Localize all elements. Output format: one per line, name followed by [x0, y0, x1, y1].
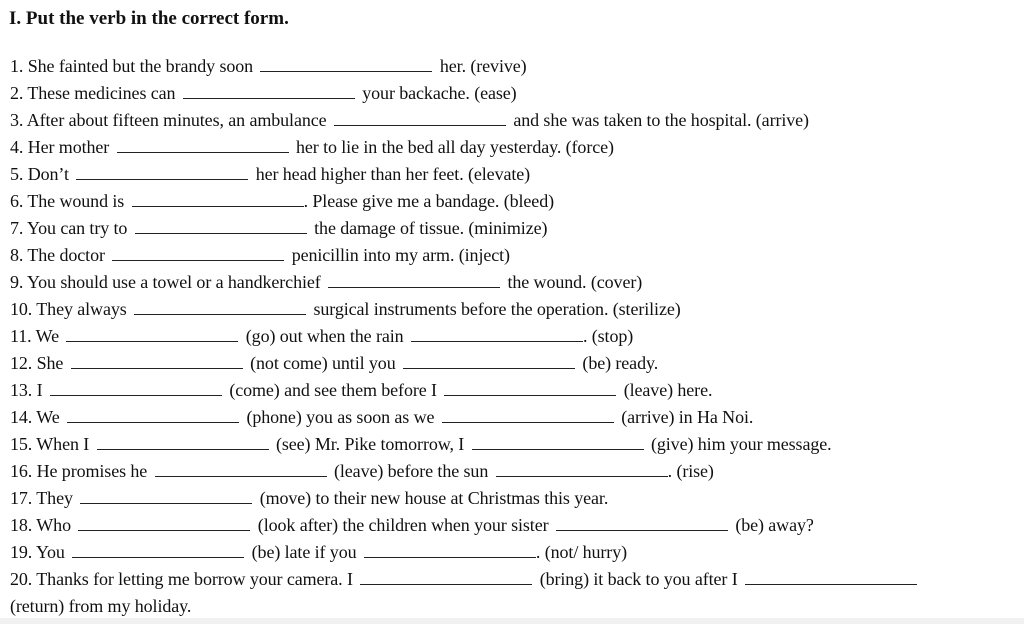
item-number: 17.: [10, 488, 33, 508]
item-text: (not come) until you: [250, 353, 396, 373]
exercise-item-9: [10, 271, 642, 293]
exercise-item-10: [10, 298, 681, 320]
answer-blank[interactable]: [442, 407, 614, 423]
item-number: 13.: [10, 380, 33, 400]
item-number: 5.: [10, 164, 24, 184]
exercise-title: I. Put the verb in the correct form.: [9, 8, 289, 29]
item-text: and she was taken to the hospital. (arrive): [513, 110, 809, 130]
item-text: (be) away?: [735, 515, 814, 535]
exercise-item-14: [10, 406, 753, 428]
item-number: 7.: [10, 218, 24, 238]
exercise-item-20: [10, 568, 920, 590]
answer-blank[interactable]: [328, 272, 500, 288]
item-text: (phone) you as soon as we: [246, 407, 435, 427]
exercise-item-20-continuation: (return) from my holiday.: [10, 596, 192, 616]
answer-blank[interactable]: [444, 380, 616, 396]
item-text: (be) ready.: [582, 353, 659, 373]
answer-blank[interactable]: [360, 569, 532, 585]
item-number: 18.: [10, 515, 33, 535]
item-text: . (not/ hurry): [535, 542, 628, 562]
item-text: Thanks for letting me borrow your camera. I: [36, 569, 353, 589]
item-text: . (rise): [667, 461, 714, 481]
item-text: her to lie in the bed all day yesterday. (force): [296, 137, 614, 157]
item-text: her. (revive): [439, 56, 527, 76]
item-number: 6.: [10, 191, 24, 211]
item-number: 20.: [10, 569, 33, 589]
answer-blank[interactable]: [134, 299, 306, 315]
item-text: . Please give me a bandage. (bleed): [303, 191, 554, 211]
item-text: You can try to: [27, 218, 128, 238]
exercise-item-13: [10, 379, 712, 401]
item-number: 14.: [10, 407, 33, 427]
exercise-item-17: [10, 487, 608, 509]
item-text: (leave) here.: [623, 380, 713, 400]
item-text: You should use a towel or a handkerchief: [27, 272, 321, 292]
exercise-item-11: [10, 325, 633, 347]
item-number: 10.: [10, 299, 33, 319]
item-text: These medicines can: [27, 83, 176, 103]
answer-blank[interactable]: [66, 326, 238, 342]
item-text: The wound is: [27, 191, 125, 211]
item-text: (come) and see them before I: [229, 380, 437, 400]
item-text: her head higher than her feet. (elevate): [255, 164, 531, 184]
answer-blank[interactable]: [97, 434, 269, 450]
answer-blank[interactable]: [496, 461, 668, 477]
answer-blank[interactable]: [411, 326, 583, 342]
answer-blank[interactable]: [132, 191, 304, 207]
answer-blank[interactable]: [80, 488, 252, 504]
item-text: Her mother: [27, 137, 110, 157]
exercise-item-4: [10, 136, 614, 158]
exercise-item-12: [10, 352, 658, 374]
answer-blank[interactable]: [183, 83, 355, 99]
item-text: We: [36, 407, 60, 427]
answer-blank[interactable]: [155, 461, 327, 477]
item-text: After about fifteen minutes, an ambulance: [26, 110, 327, 130]
item-number: 8.: [10, 245, 24, 265]
answer-blank[interactable]: [78, 515, 250, 531]
item-number: 16.: [10, 461, 33, 481]
item-text: The doctor: [27, 245, 105, 265]
item-number: 15.: [10, 434, 33, 454]
item-text: When I: [36, 434, 90, 454]
answer-blank[interactable]: [76, 164, 248, 180]
item-text: (leave) before the sun: [334, 461, 489, 481]
item-text: We: [35, 326, 59, 346]
exercise-item-1: [10, 55, 527, 77]
item-text: Don’t: [27, 164, 69, 184]
item-text: (give) him your message.: [650, 434, 832, 454]
answer-blank[interactable]: [67, 407, 239, 423]
item-text: He promises he: [36, 461, 148, 481]
exercise-item-15: [10, 433, 832, 455]
answer-blank[interactable]: [745, 569, 917, 585]
answer-blank[interactable]: [334, 110, 506, 126]
item-number: 11.: [10, 326, 32, 346]
answer-blank[interactable]: [71, 353, 243, 369]
exercise-item-18: [10, 514, 814, 536]
item-text: . (stop): [582, 326, 634, 346]
item-text: the damage of tissue. (minimize): [314, 218, 548, 238]
item-text: (be) late if you: [251, 542, 357, 562]
item-number: 3.: [10, 110, 24, 130]
exercise-item-3: [10, 109, 809, 131]
item-text: the wound. (cover): [507, 272, 643, 292]
answer-blank[interactable]: [364, 542, 536, 558]
answer-blank[interactable]: [472, 434, 644, 450]
answer-blank[interactable]: [72, 542, 244, 558]
exercise-item-7: [10, 217, 547, 239]
item-text: your backache. (ease): [362, 83, 517, 103]
item-number: 9.: [10, 272, 24, 292]
item-number: 2.: [10, 83, 24, 103]
item-text: (go) out when the rain: [245, 326, 404, 346]
item-text: (arrive) in Ha Noi.: [621, 407, 754, 427]
item-text: penicillin into my arm. (inject): [291, 245, 510, 265]
answer-blank[interactable]: [50, 380, 222, 396]
answer-blank[interactable]: [403, 353, 575, 369]
item-text: surgical instruments before the operation. (sterilize): [313, 299, 681, 319]
answer-blank[interactable]: [260, 56, 432, 72]
exercise-item-8: [10, 244, 510, 266]
item-text: You: [35, 542, 65, 562]
answer-blank[interactable]: [112, 245, 284, 261]
answer-blank[interactable]: [135, 218, 307, 234]
item-text: They: [36, 488, 73, 508]
item-text: (see) Mr. Pike tomorrow, I: [275, 434, 465, 454]
item-number: 1.: [10, 56, 24, 76]
item-text: (bring) it back to you after I: [539, 569, 738, 589]
item-text: (move) to their new house at Christmas this year.: [259, 488, 609, 508]
item-number: 12.: [10, 353, 33, 373]
exercise-item-5: [10, 163, 530, 185]
exercise-item-6: [10, 190, 554, 212]
item-text: She: [36, 353, 64, 373]
item-number: 19.: [10, 542, 33, 562]
answer-blank[interactable]: [117, 137, 289, 153]
item-number: 4.: [10, 137, 24, 157]
page-bottom-edge: [0, 618, 1024, 624]
exercise-item-19: [10, 541, 627, 563]
answer-blank[interactable]: [556, 515, 728, 531]
exercise-item-16: [10, 460, 714, 482]
item-text: Who: [36, 515, 71, 535]
item-text: She fainted but the brandy soon: [27, 56, 254, 76]
exercise-item-2: [10, 82, 517, 104]
item-text: (look after) the children when your sister: [257, 515, 549, 535]
item-text: I: [36, 380, 43, 400]
item-text: They always: [36, 299, 127, 319]
